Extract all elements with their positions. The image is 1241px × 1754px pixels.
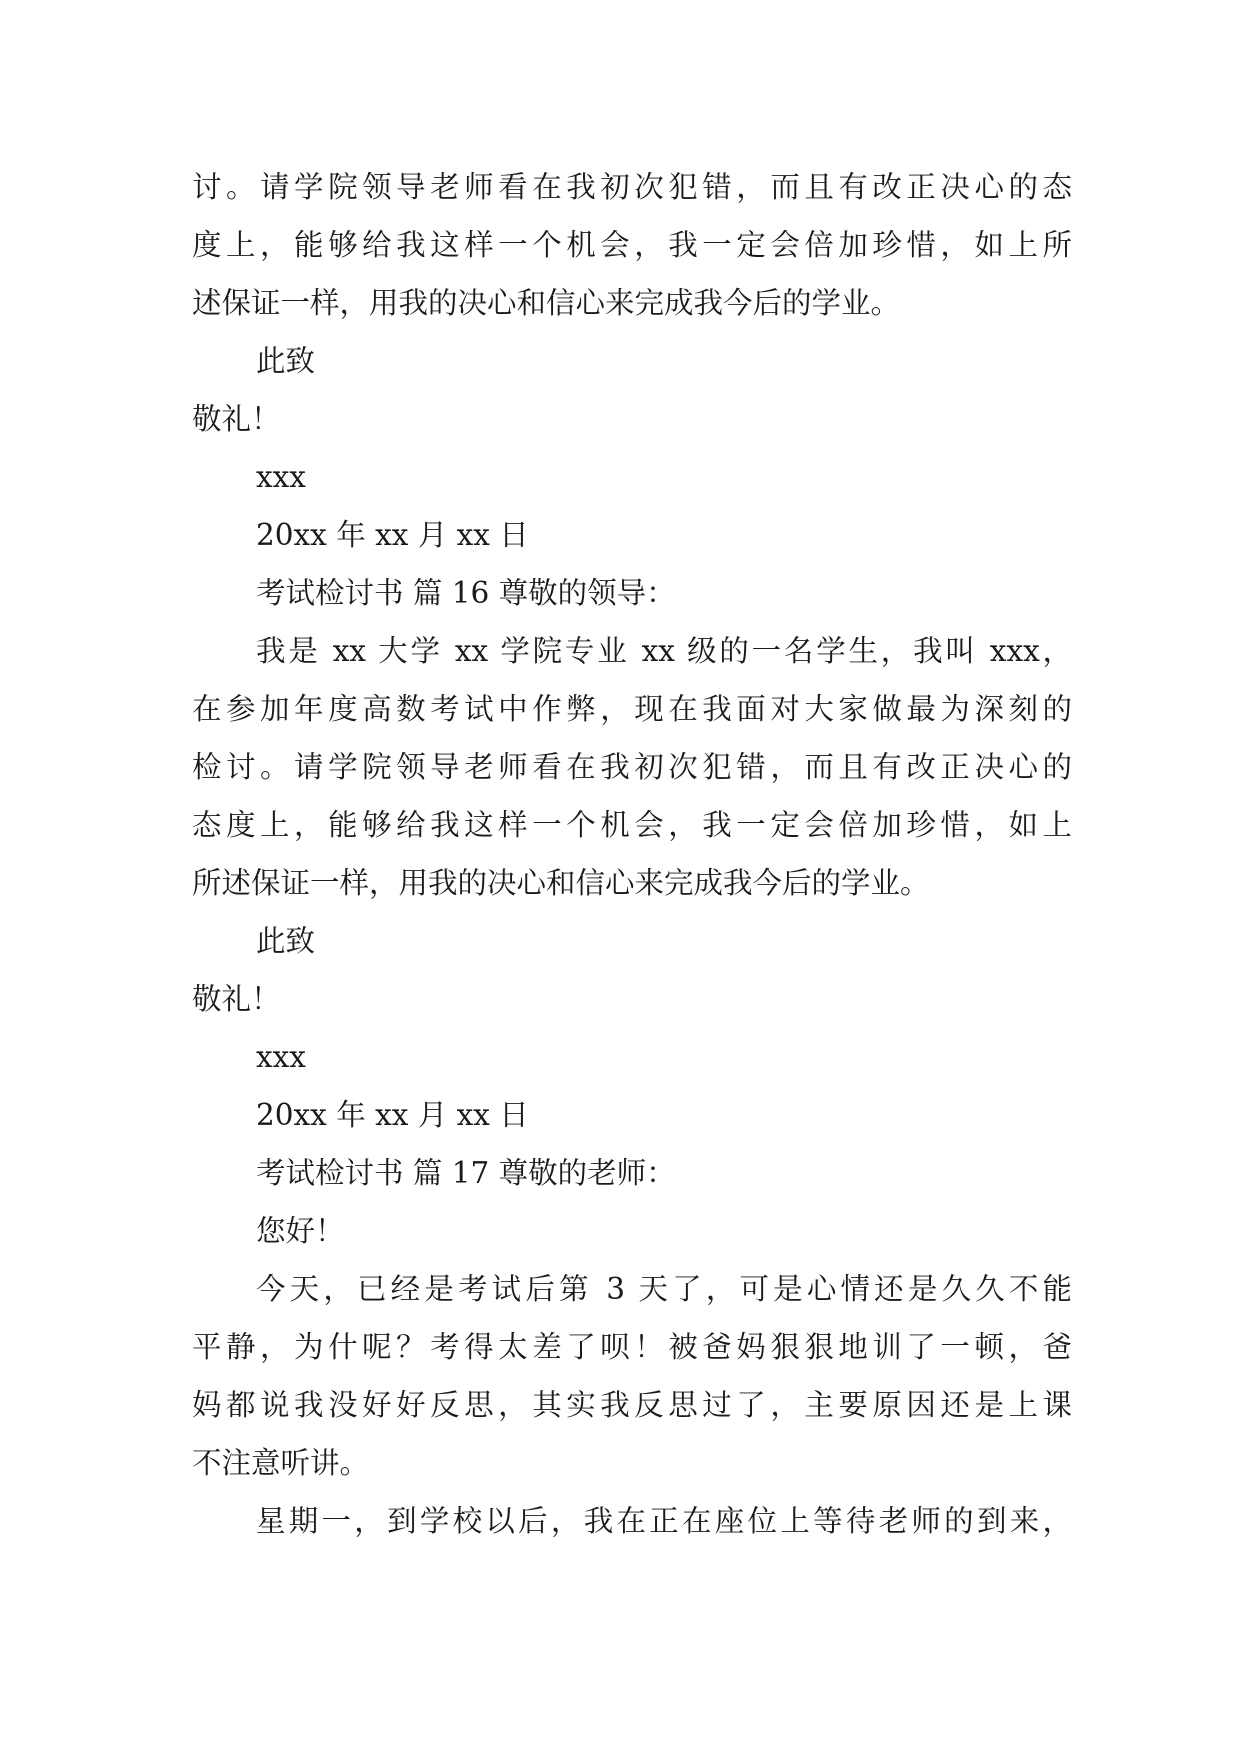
document-body [192,158,1072,1550]
text-line: 此致 [256,344,316,378]
text-line: 星期一，到学校以后，我在正在座位上等待老师的到来， [256,1504,1072,1538]
text-line: 敬礼！ [192,402,281,436]
text-line: 敬礼！ [192,982,281,1016]
text-line: 态度上，能够给我这样一个机会，我一定会倍加珍惜，如上 [192,808,1072,842]
text-line: 我是 xx 大学 xx 学院专业 xx 级的一名学生，我叫 xxx， [256,634,1072,668]
text-line: 20xx 年 xx 月 xx 日 [256,518,529,552]
text-line: 考试检讨书 篇 17 尊敬的老师： [256,1156,676,1190]
text-line: 讨。请学院领导老师看在我初次犯错，而且有改正决心的态 [192,170,1072,204]
text-line: 述保证一样，用我的决心和信心来完成我今后的学业。 [192,286,901,320]
text-line: 妈都说我没好好反思，其实我反思过了，主要原因还是上课 [192,1388,1072,1422]
text-line: 今天，已经是考试后第 3 天了，可是心情还是久久不能 [256,1272,1072,1306]
text-line: 您好！ [256,1214,345,1248]
text-line: 此致 [256,924,316,958]
text-line: 考试检讨书 篇 16 尊敬的领导： [256,576,676,610]
text-line: 在参加年度高数考试中作弊，现在我面对大家做最为深刻的 [192,692,1072,726]
text-line: 20xx 年 xx 月 xx 日 [256,1098,529,1132]
text-line: xxx [256,1040,306,1074]
text-line: 不注意听讲。 [192,1446,370,1480]
text-line: xxx [256,460,306,494]
text-line: 所述保证一样，用我的决心和信心来完成我今后的学业。 [192,866,930,900]
text-line: 度上，能够给我这样一个机会，我一定会倍加珍惜，如上所 [192,228,1072,262]
text-line: 检讨。请学院领导老师看在我初次犯错，而且有改正决心的 [192,750,1072,784]
text-line: 平静，为什呢？考得太差了呗！被爸妈狠狠地训了一顿，爸 [192,1330,1072,1364]
